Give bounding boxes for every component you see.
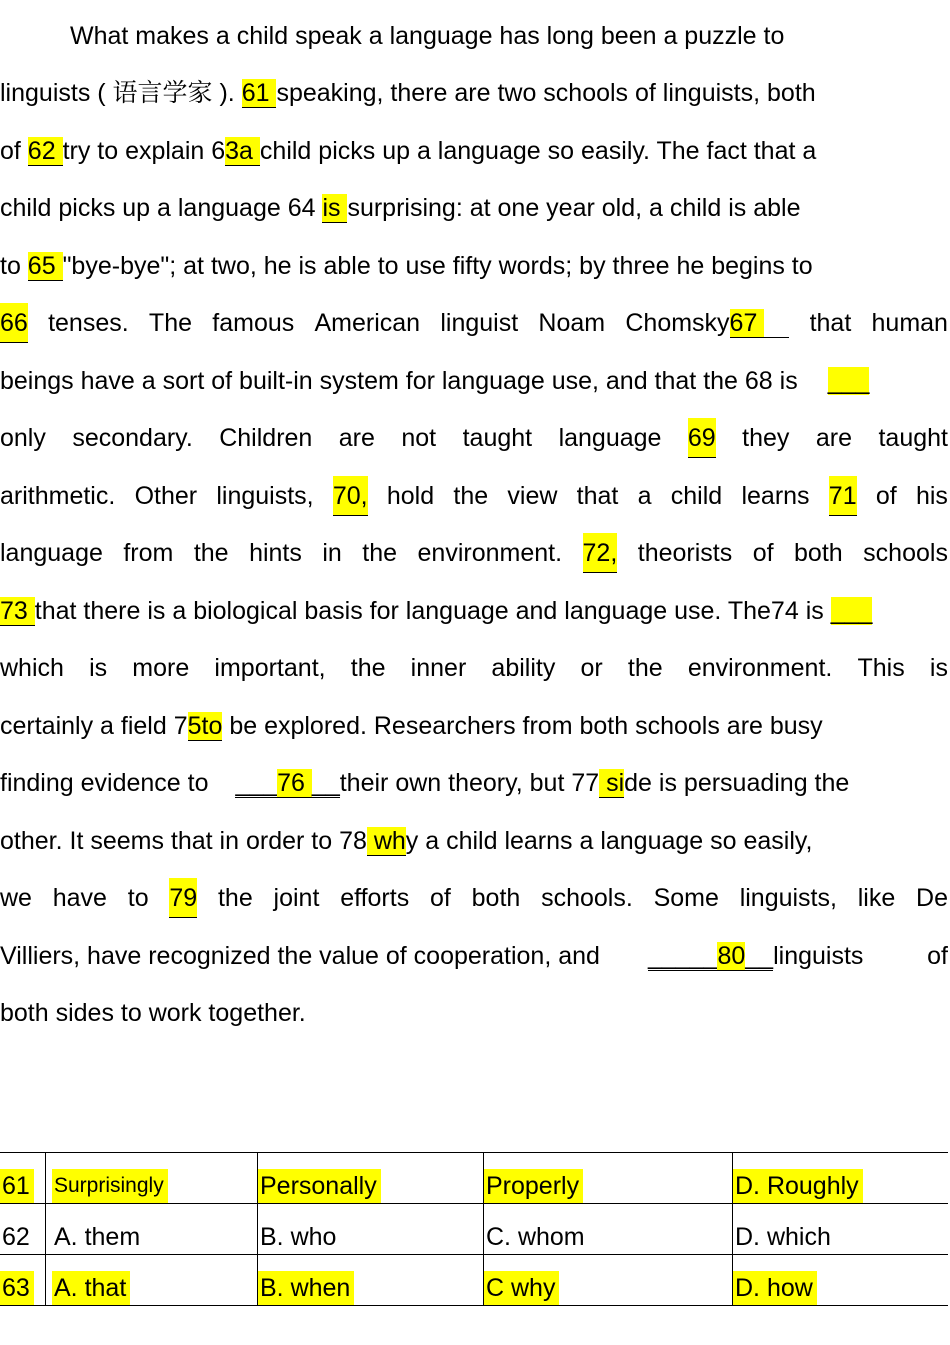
passage-text: language — [0, 539, 103, 567]
passage-text: surprising: at one year old, a child is able — [347, 194, 801, 222]
passage-text: both — [794, 539, 843, 567]
passage-text: which — [0, 654, 64, 682]
passage-text: tenses. — [48, 309, 129, 337]
passage-text: de is persuading the — [624, 769, 850, 797]
passage-line — [0, 706, 948, 746]
passage-text: joint — [273, 884, 320, 912]
option-text: A. them — [54, 1223, 141, 1251]
blank-highlight: 66 — [0, 303, 28, 343]
passage-text: "bye-bye"; at two, he is able to use fifty words; by three he begins to — [62, 252, 813, 280]
question-number — [0, 1153, 46, 1204]
passage-line — [0, 821, 948, 861]
passage-line — [0, 131, 948, 171]
blank-highlight: 61 — [241, 79, 277, 107]
passage-text: both sides to work together. — [0, 999, 306, 1027]
passage-text: Villiers, have recognized the value of cooperation, and — [0, 942, 600, 970]
passage-text: ___ — [235, 769, 278, 797]
passage-text: speaking, there are two schools of linguists, both — [276, 79, 816, 107]
passage-text: linguists, — [739, 884, 837, 912]
passage-text: linguists — [773, 942, 864, 970]
option-cell — [46, 1255, 258, 1306]
passage-text: __ — [311, 769, 340, 797]
blank-highlight: 80 — [717, 942, 746, 970]
passage-text: a — [637, 482, 652, 510]
table-row — [0, 1153, 948, 1204]
passage-text: try to explain 6 — [62, 137, 226, 165]
option-cell — [484, 1255, 733, 1306]
passage-text: of — [430, 884, 451, 912]
option-text: B. who — [260, 1223, 337, 1251]
passage-text: arithmetic. — [0, 482, 116, 510]
passage-line — [0, 993, 948, 1033]
passage-text: beings have a sort of built-in system for language use, and that the 68 is — [0, 367, 798, 395]
passage-text: environment. — [417, 539, 563, 567]
question-number — [0, 1255, 46, 1306]
option-text: B. when — [258, 1271, 354, 1305]
blank-highlight: 69 — [688, 418, 716, 458]
passage-text: ability — [491, 654, 556, 682]
passage-text: are — [815, 424, 853, 452]
option-text: Surprisingly — [52, 1169, 168, 1203]
option-cell — [484, 1153, 733, 1204]
passage-text: _____ — [647, 942, 718, 970]
option-cell — [733, 1204, 949, 1255]
passage-text: linguist — [440, 309, 519, 337]
passage-text: like — [857, 884, 896, 912]
passage-text: view — [507, 482, 558, 510]
option-text: D. Roughly — [733, 1169, 863, 1203]
passage-text: are — [338, 424, 375, 452]
passage-text: schools — [863, 539, 948, 567]
blank-highlight: si — [599, 769, 625, 797]
passage-line — [0, 246, 948, 286]
passage-text: his — [915, 482, 948, 510]
passage-text: is — [89, 654, 108, 682]
option-text: C why — [484, 1271, 559, 1305]
blank-highlight: ___ — [827, 367, 870, 395]
passage-text: that — [809, 309, 852, 337]
blank-highlight: 65 — [27, 252, 63, 280]
passage-text: learns — [741, 482, 810, 510]
option-cell — [733, 1153, 949, 1204]
passage-text: of — [927, 942, 948, 970]
passage-text: the — [627, 654, 663, 682]
option-text: 62 — [2, 1223, 30, 1251]
passage-line — [0, 418, 948, 458]
blank-highlight: 71 — [829, 476, 857, 516]
passage-text: linguists, — [216, 482, 314, 510]
passage-text: of — [752, 539, 774, 567]
option-cell — [258, 1153, 484, 1204]
passage-text: in — [322, 539, 342, 567]
blank-highlight: 73 — [0, 597, 35, 625]
passage-text: not — [401, 424, 437, 452]
passage-text: they — [742, 424, 790, 452]
passage-text: the — [217, 884, 253, 912]
blank-highlight: 72, — [583, 533, 618, 573]
passage-text: y a child learns a language so easily, — [405, 827, 813, 855]
option-text: A. that — [52, 1271, 130, 1305]
passage-text: that — [576, 482, 619, 510]
passage-text: language — [558, 424, 662, 452]
passage-text: inner — [410, 654, 467, 682]
passage-text: hints — [249, 539, 302, 567]
passage-text: be explored. Researchers from both schools are busy — [222, 712, 823, 740]
blank-highlight: 62 — [27, 137, 63, 165]
passage-text: __ — [745, 942, 774, 970]
options-table — [0, 1152, 948, 1306]
passage-text: have — [52, 884, 107, 912]
passage-line — [0, 303, 948, 343]
option-text: D. how — [733, 1271, 817, 1305]
table-row — [0, 1255, 948, 1306]
table-row — [0, 1204, 948, 1255]
passage-text: efforts — [340, 884, 410, 912]
question-number — [0, 1204, 46, 1255]
passage-text: the — [350, 654, 386, 682]
passage-line — [0, 878, 948, 918]
passage-line — [0, 73, 948, 113]
passage-text: the — [362, 539, 398, 567]
passage-text: schools. — [541, 884, 633, 912]
passage-text: their own theory, but 77 — [339, 769, 600, 797]
passage-text: child picks up a language so easily. The fact that a — [259, 137, 817, 165]
passage-text: of — [875, 482, 897, 510]
passage-text: to — [0, 252, 28, 280]
option-text: Properly — [484, 1169, 583, 1203]
passage-line — [0, 16, 948, 56]
passage-text: taught — [878, 424, 948, 452]
blank-highlight: 3a — [225, 137, 260, 165]
blank-highlight: is — [322, 194, 348, 222]
passage-text: of — [0, 137, 28, 165]
passage-text: secondary. — [72, 424, 193, 452]
passage-line — [0, 936, 948, 976]
passage-text: hold — [386, 482, 435, 510]
option-cell — [258, 1204, 484, 1255]
passage-text: certainly a field 7 — [0, 712, 188, 740]
passage-text: child picks up a language 64 — [0, 194, 323, 222]
passage-text: Some — [653, 884, 719, 912]
passage-text: is — [929, 654, 948, 682]
passage-line — [0, 763, 948, 803]
passage-text: Other — [134, 482, 198, 510]
option-cell — [46, 1204, 258, 1255]
option-cell — [258, 1255, 484, 1306]
passage-line — [0, 533, 948, 573]
passage-text: only — [0, 424, 46, 452]
blank-highlight: 76 — [277, 769, 312, 797]
passage-text: important, — [214, 654, 326, 682]
blank-highlight: ___ — [830, 597, 873, 625]
passage-line — [0, 648, 948, 688]
option-cell — [484, 1204, 733, 1255]
blank-highlight: wh — [366, 827, 406, 855]
passage-text: famous — [212, 309, 295, 337]
passage-text: linguists ( 语言学家 ). — [0, 79, 242, 107]
passage-text: theorists — [637, 539, 733, 567]
passage-text: finding evidence to — [0, 769, 216, 797]
passage-text: Noam — [538, 309, 606, 337]
option-text: C. whom — [486, 1223, 585, 1251]
passage-line — [0, 188, 948, 228]
blank-highlight: 5to — [187, 712, 223, 740]
passage-text: both — [471, 884, 521, 912]
passage-text: The — [148, 309, 193, 337]
passage-text: we — [0, 884, 32, 912]
passage-text: more — [132, 654, 190, 682]
option-text: 61 — [0, 1169, 34, 1203]
passage-text: from — [123, 539, 174, 567]
passage-text: environment. — [687, 654, 833, 682]
passage-text: the — [193, 539, 229, 567]
blank-highlight: 79 — [169, 878, 197, 918]
option-text: D. which — [735, 1223, 831, 1251]
passage-text: human — [871, 309, 948, 337]
passage-text: Chomsky67 — [625, 303, 789, 343]
passage-text: other. It seems that in order to 78 — [0, 827, 367, 855]
passage-text: What makes a child speak a language has long been a puzzle to — [70, 22, 785, 50]
passage-text: that there is a biological basis for language and language use. The74 is — [34, 597, 831, 625]
passage-line — [0, 361, 948, 401]
passage-text: to — [127, 884, 149, 912]
passage-text: This — [857, 654, 905, 682]
blank-highlight: 70, — [333, 476, 368, 516]
option-cell — [733, 1255, 949, 1306]
option-text: Personally — [258, 1169, 381, 1203]
passage-line — [0, 476, 948, 516]
passage-text: taught — [462, 424, 533, 452]
passage-text: American — [314, 309, 421, 337]
passage-text: or — [580, 654, 603, 682]
passage-text: child — [670, 482, 723, 510]
passage-line — [0, 591, 948, 631]
passage-text: the — [453, 482, 489, 510]
passage-text: Children — [219, 424, 313, 452]
option-cell — [46, 1153, 258, 1204]
passage-text: De — [916, 884, 948, 912]
option-text: 63 — [0, 1271, 34, 1305]
